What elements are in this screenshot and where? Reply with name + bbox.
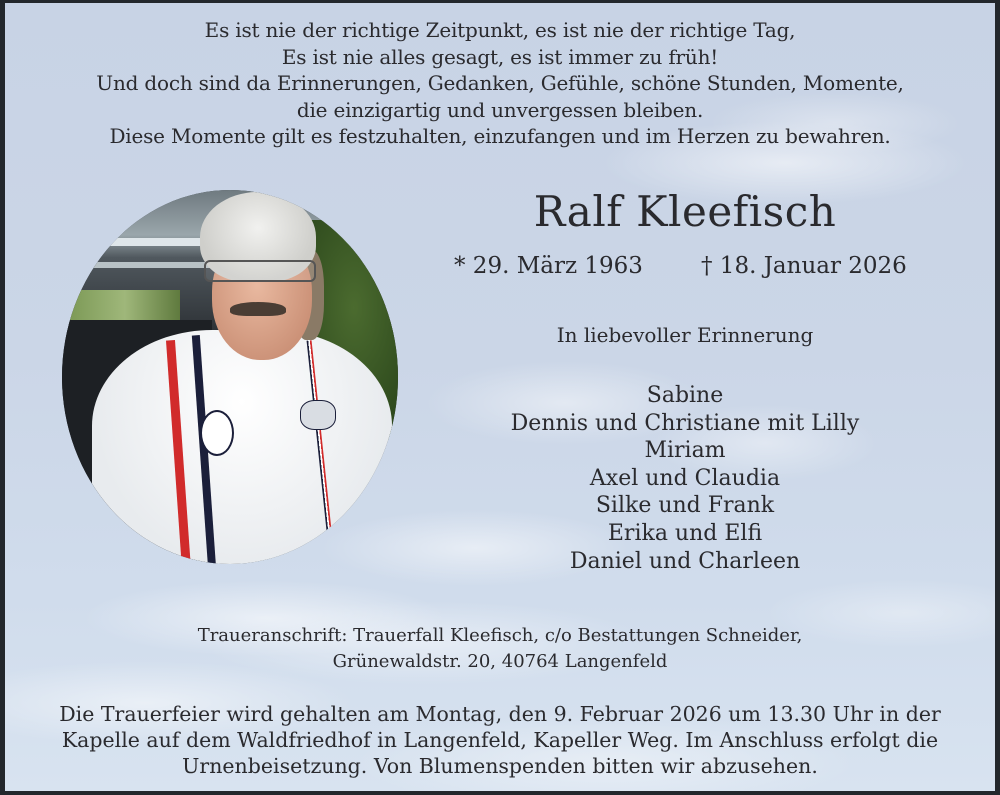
mourner: Axel und Claudia (589, 465, 781, 491)
poem-line: Diese Momente gilt es festzuhalten, einzufangen und im Herzen zu bewahren. (109, 124, 891, 148)
address-line: Grünewaldstr. 20, 40764 Langenfeld (332, 651, 668, 672)
address-line: Traueranschrift: Trauerfall Kleefisch, c/o Bestattungen Schneider, (197, 625, 803, 646)
mourner: Dennis und Christiane mit Lilly (510, 410, 860, 436)
photo-shirt-emblem (300, 400, 336, 430)
poem-line: Und doch sind da Erinnerungen, Gedanken, Gefühle, schöne Stunden, Momente, (96, 71, 904, 95)
photo-mustache (230, 302, 286, 316)
photo-shirt-patch (200, 410, 234, 456)
obituary-card (5, 3, 995, 791)
mourner: Erika und Elfi (607, 520, 763, 546)
ceremony-line: Die Trauerfeier wird gehalten am Montag, den 9. Februar 2026 um 13.30 Uhr in der (59, 702, 941, 726)
poem-line: Es ist nie alles gesagt, es ist immer zu früh! (281, 44, 719, 69)
birth-date: * 29. März 1963 (454, 253, 643, 279)
mourners-list (435, 382, 935, 575)
poem-line: Es ist nie der richtige Zeitpunkt, es ist nie der richtige Tag, (204, 18, 796, 42)
mourning-address (5, 623, 995, 675)
mourner: Silke und Frank (595, 493, 775, 519)
poem-line: die einzigartig und unvergessen bleiben. (296, 97, 704, 122)
memorial-poem (5, 17, 995, 150)
death-date: † 18. Januar 2026 (701, 253, 907, 279)
portrait-photo (62, 190, 398, 564)
photo-glasses (204, 260, 316, 282)
mourner: Sabine (646, 383, 724, 408)
memory-line: In liebevoller Erinnerung (556, 323, 814, 347)
ceremony-line: Kapelle auf dem Waldfriedhof in Langenfeld, Kapeller Weg. Im Anschluss erfolgt die (61, 728, 939, 752)
deceased-name: Ralf Kleefisch (533, 187, 837, 236)
mourner: Miriam (644, 438, 726, 464)
ceremony-info (5, 701, 995, 779)
ceremony-line: Urnenbeisetzung. Von Blumenspenden bitten wir abzusehen. (182, 754, 818, 778)
mourner: Daniel und Charleen (569, 548, 801, 574)
photo-shirt (92, 330, 392, 564)
